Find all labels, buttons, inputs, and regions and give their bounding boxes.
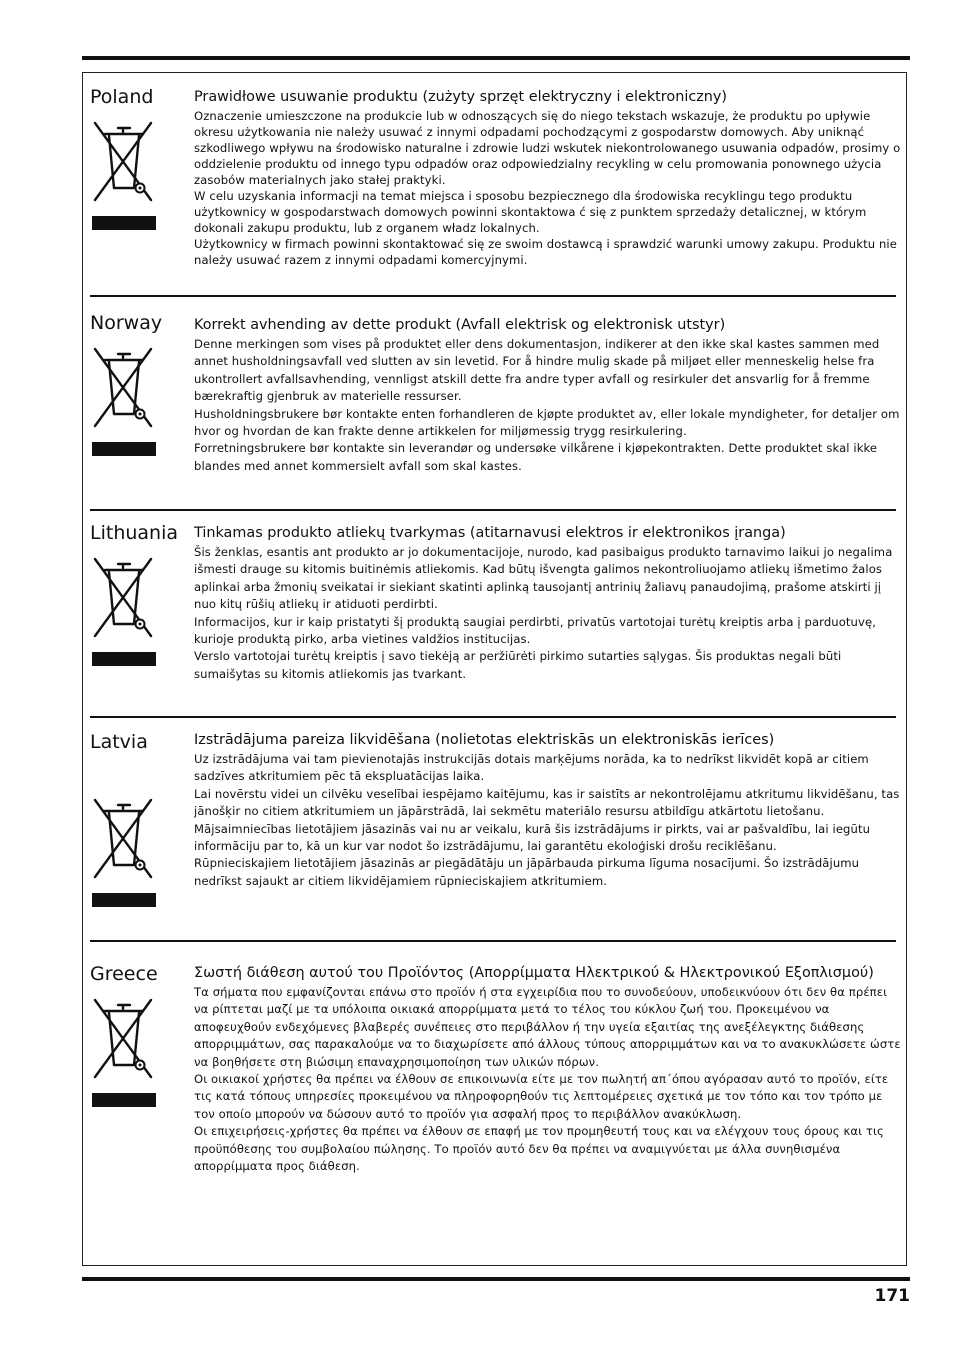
section-heading: Korrekt avhending av dette produkt (Avfall elektrisk og elektronisk utstyr): [194, 317, 726, 333]
paragraph: Šis ženklas, esantis ant produkto ar jo dokumentacijoje, nurodo, kad pasibaigus produkto tarnavimo laikui jo negalima išmesti drauge su kitomis buitinėmis atliekomis. Kad būtų išvengta galimos nekontroliuojamo atliekų išmetimo žalos aplinkai arba žmonių sveikatai ir siekiant skatinti aplinką tausojantį antrinių žaliavų panaudojimą, prašome atskirti jį nuo kitų rūšių atliekų ir atiduoti perdirbti.: [194, 545, 893, 612]
black-bar: [92, 442, 156, 456]
paragraph: Forretningsbrukere bør kontakte sin leverandør og undersøke vilkårene i kjøpekontrakten. Dette produktet skal ikke blandes med annet kommersielt avfall som skal kastes.: [194, 441, 878, 473]
section-heading: Tinkamas produkto atliekų tvarkymas (atitarnavusi elektros ir elektronikos įranga): [194, 525, 786, 541]
paragraph: Użytkownicy w firmach powinni skontaktować się ze swoim dostawcą i sprawdzić warunki umowy zakupu. Produktu nie należy usuwać razem z innymi odpadami komercyjnymi.: [194, 237, 897, 267]
country-label: Lithuania: [90, 522, 179, 544]
section-heading: Prawidłowe usuwanie produktu (zużyty sprzęt elektryczny i elektroniczny): [194, 89, 728, 105]
section-content: [194, 88, 902, 268]
weee-mark: [92, 556, 162, 666]
top-rule: [82, 56, 910, 60]
black-bar: [92, 893, 156, 907]
paragraph: Uz izstrādājuma vai tam pievienotajās instrukcijās dotais marķējums norāda, ka to nedrīkst likvidēt kopā ar citiem sadzīves atkritumiem pēc tā ekspluatācijas laika.: [194, 752, 869, 784]
section-content: [194, 731, 902, 890]
page-number: 171: [874, 1286, 910, 1306]
bottom-rule: [82, 1277, 910, 1281]
section-heading: Σωστή διάθεση αυτού του Προϊόντος (Απορρίμματα Ηλεκτρικού & Ηλεκτρονικού Εξοπλισμού): [194, 965, 874, 981]
paragraph: Οι οικιακοί χρήστες θα πρέπει να έλθουν σε επικοινωνία είτε με τον πωλητή απ΄όπου αγόρασαν αυτό το προϊόν, είτε τις κατά τόπους υπηρεσίες προκειμένου να πληροφορηθούν τις λεπτομέρειες σχετικά με τον τόπο και τον τρόπο με τον οποίο μπορούν να δώσουν αυτό το προϊόν για ασφαλή προς το περιβάλλον ανακύκλωση.: [194, 1072, 889, 1121]
weee-mark: [92, 120, 162, 230]
black-bar: [92, 216, 156, 230]
section-divider: [90, 940, 896, 942]
paragraph: Husholdningsbrukere bør kontakte enten forhandleren de kjøpte produktet av, eller lokale myndigheter, for detaljer om hvor og hvordan de kan frakte denne artikkelen for miljømessig trygg resirkulering.: [194, 406, 900, 439]
paragraph: Verslo vartotojai turėtų kreiptis į savo tiekėją ar peržiūrėti pirkimo sutarties sąlygas. Šis produktas negali būti sumaišytas su kitomis atliekomis jas tvarkant.: [194, 649, 842, 681]
crossed-bin-icon: [92, 997, 154, 1081]
black-bar: [92, 652, 156, 666]
section-divider: [90, 295, 896, 297]
weee-mark: [92, 346, 162, 456]
crossed-bin-icon: [92, 120, 154, 204]
section-divider: [90, 716, 896, 718]
country-label: Greece: [90, 963, 158, 985]
black-bar: [92, 1093, 156, 1107]
weee-mark: [92, 797, 162, 907]
section-content: [194, 524, 902, 683]
country-label: Poland: [90, 86, 154, 108]
paragraph: Οι επιχειρήσεις-χρήστες θα πρέπει να έλθουν σε επαφή με τον προμηθευτή τους και να ελέγχουν τους όρους και τις προϋπόθεσης του συμβολαίου πώλησης. Το προϊόν αυτό δεν θα πρέπει να αναμιγνύεται με άλλα συνηθισμένα απορρίμματα προς διάθεση.: [194, 1124, 884, 1174]
paragraph: Informacijos, kur ir kaip pristatyti šį produktą saugiai perdirbti, privatūs vartotojai turėtų kreiptis arba į parduotuvę, kurioje produktą pirko, arba vietines valdžios institucijas.: [194, 614, 876, 647]
paragraph: W celu uzyskania informacji na temat miejsca i sposobu bezpiecznego dla środowiska recyklingu tego produktu użytkownicy w gospodarstwach domowych powinni skontaktowa ć się z punktem sprzedaży detalicznej, w którym dokonali zakupu produktu, lub z organem władz lokalnych.: [194, 189, 867, 235]
paragraph: Denne merkingen som vises på produktet eller dens dokumentasjon, indikerer at den ikke skal kastes sammen med annet husholdningsavfall ved slutten av sin levetid. For å hindre mulig skade på miljøet eller menneskelig helse fra ukontrollert avfallsavhending, vennligst atskill dette fra andre typer avfall og resirkuler det ansvarlig for å fremme bærekraftig gjenbruk av materielle ressurser.: [194, 337, 880, 404]
country-label: Latvia: [90, 731, 148, 753]
paragraph: Rūpnieciskajiem lietotājiem jāsazinās ar piegādātāju un jāpārbauda pirkuma līguma nosacījumi. Šo izstrādājumu nedrīkst sajaukt ar citiem likvidējamiem rūpnieciskajiem atkritumiem.: [194, 856, 860, 888]
paragraph: Mājsaimniecības lietotājiem jāsazinās vai nu ar veikalu, kurā šis izstrādājums ir pirkts, vai ar pašvaldību, lai iegūtu informāciju par to, kā un kur var nodot šo izstrādājumu, lai garantētu ekoloģiski drošu reciklēšanu.: [194, 821, 871, 854]
paragraph: Τα σήματα που εμφανίζονται επάνω στο προϊόν ή στα εγχειρίδια που το συνοδεύουν, υποδεικνύουν ότι δεν θα πρέπει να ρίπτεται μαζί με τα υπόλοιπα οικιακά απορρίμματα μετά το τέλος του κύκλου ζωή του. Προκειμένου να αποφευχθούν ενδεχόμενες βλαβερές συνέπειες στο περιβάλλον ή την υγεία εξαιτίας της ανεξέλεγκτης διάθεσης απορριμμάτων, σας παρακαλούμε να το διαχωρίσετε από άλλους τύπους απορριμμάτων και να το ανακυκλώσετε ώστε να βοηθήσετε στη βιώσιμη επαναχρησιμοποίηση των υλικών πόρων.: [194, 985, 901, 1069]
section-heading: Izstrādājuma pareiza likvidēšana (nolietotas elektriskās un elektroniskās ierīces): [194, 732, 775, 748]
section-divider: [90, 509, 896, 511]
section-content: [194, 963, 902, 1175]
crossed-bin-icon: [92, 556, 154, 640]
crossed-bin-icon: [92, 797, 154, 881]
section-content: [194, 316, 902, 475]
crossed-bin-icon: [92, 346, 154, 430]
paragraph: Oznaczenie umieszczone na produkcie lub w odnoszących się do niego tekstach wskazuje, że produktu po upływie okresu użytkowania nie należy usuwać z innymi odpadami pochodzącymi z gospodarstw domowych. Aby uniknąć szkodliwego wpływu na środowisko naturalne i zdrowie ludzi wskutek niekontrolowanego usuwania odpadów, prosimy o oddzielenie produktu od innego typu odpadów oraz odpowiedzialny recykling w celu promowania ponownego użycia zasobów materialnych jako stałej praktyki.: [194, 109, 901, 187]
country-label: Norway: [90, 312, 163, 334]
paragraph: Lai novērstu videi un cilvēku veselībai iespējamo kaitējumu, kas ir saistīts ar nekontrolējamu atkritumu likvidēšanu, tas jānošķir no citiem atkritumiem un jāpārstrādā, lai sekmētu materiālo resursu atbildīgu atkārtotu lietošanu.: [194, 786, 900, 819]
weee-mark: [92, 997, 162, 1107]
